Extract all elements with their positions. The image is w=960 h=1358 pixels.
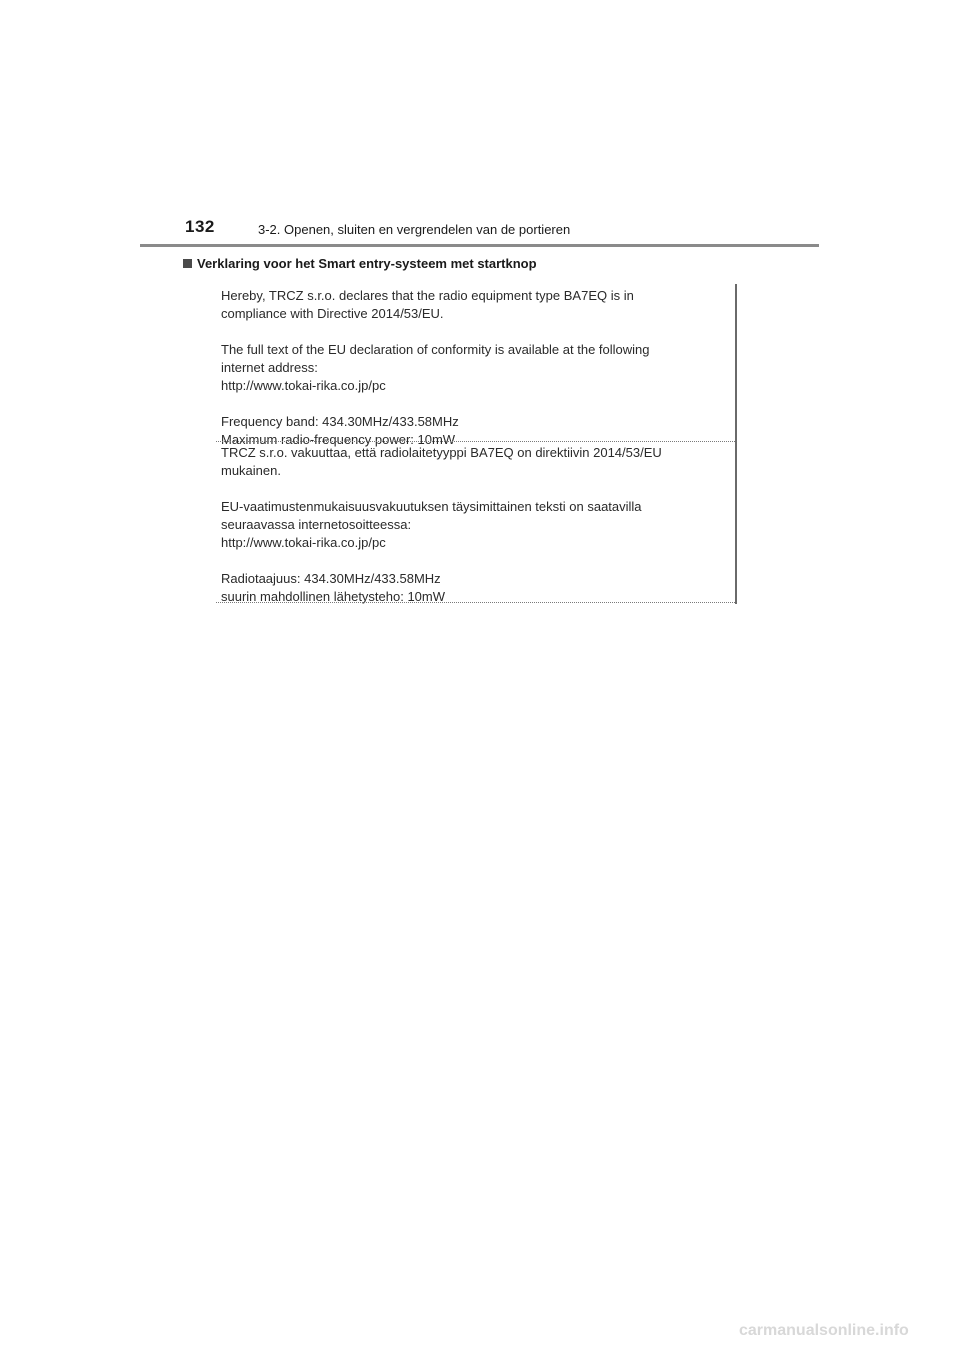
declaration-image bbox=[216, 284, 737, 604]
declaration-english bbox=[216, 284, 735, 447]
declaration-line: internet address: bbox=[221, 360, 318, 375]
image-bottom-edge bbox=[216, 602, 735, 603]
spacer bbox=[221, 395, 735, 413]
spacer bbox=[221, 323, 735, 341]
square-bullet-icon bbox=[183, 259, 192, 268]
declaration-line: mukainen. bbox=[221, 463, 281, 478]
declaration-line: EU-vaatimustenmukaisuusvakuutuksen täysimittainen teksti on saatavilla bbox=[221, 499, 642, 514]
declaration-line: TRCZ s.r.o. vakuuttaa, että radiolaitetyyppi BA7EQ on direktiivin 2014/53/EU bbox=[221, 445, 662, 460]
subheading-text: Verklaring voor het Smart entry-systeem met startknop bbox=[197, 256, 537, 271]
declaration-line: seuraavassa internetosoitteessa: bbox=[221, 517, 412, 532]
max-power: suurin mahdollinen lähetysteho: 10mW bbox=[221, 589, 446, 604]
section-divider bbox=[216, 441, 735, 442]
header-rule bbox=[140, 244, 819, 247]
watermark: carmanualsonline.info bbox=[739, 1322, 909, 1339]
page-number: 132 bbox=[185, 217, 215, 236]
max-power: Maximum radio-frequency power: 10mW bbox=[221, 432, 456, 447]
subheading bbox=[183, 256, 537, 271]
frequency-band: Radiotaajuus: 434.30MHz/433.58MHz bbox=[221, 571, 441, 586]
section-title: 3-2. Openen, sluiten en vergrendelen van de portieren bbox=[258, 222, 571, 237]
declaration-line: Hereby, TRCZ s.r.o. declares that the radio equipment type BA7EQ is in bbox=[221, 288, 634, 303]
spacer bbox=[221, 552, 735, 570]
declaration-finnish bbox=[216, 443, 735, 604]
spacer bbox=[221, 480, 735, 498]
declaration-line: The full text of the EU declaration of conformity is available at the following bbox=[221, 342, 650, 357]
declaration-url: http://www.tokai-rika.co.jp/pc bbox=[221, 378, 386, 393]
frequency-band: Frequency band: 434.30MHz/433.58MHz bbox=[221, 414, 459, 429]
declaration-line: compliance with Directive 2014/53/EU. bbox=[221, 306, 444, 321]
declaration-url: http://www.tokai-rika.co.jp/pc bbox=[221, 535, 386, 550]
